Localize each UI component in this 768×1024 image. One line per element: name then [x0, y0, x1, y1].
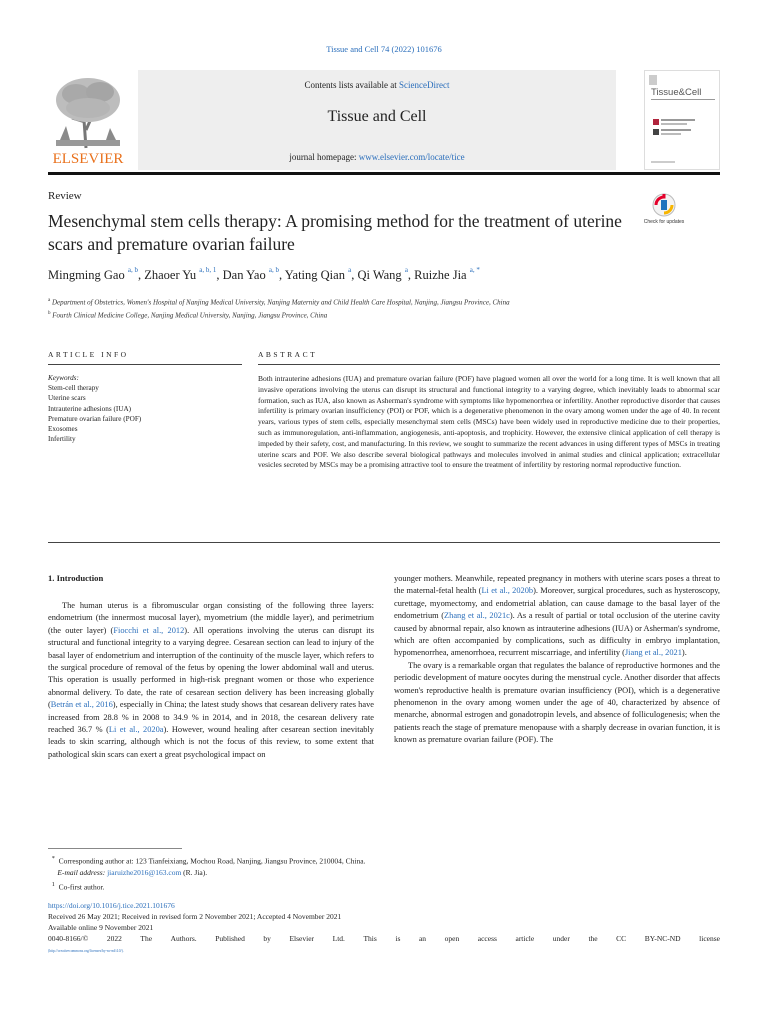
footnote-corresponding: * Corresponding author at: 123 Tianfeixiang, Mochou Road, Nanjing, Jiangsu Province, 210004, China. [51, 855, 366, 866]
abstract-bottom-rule [48, 542, 720, 543]
paragraph: The human uterus is a fibromuscular organ consisting of the following three layers: endometrium (the innermost mucosal layer), myometrium (the middle layer), and perimetrium (the outer layer) (Fiocchi et al., 2012). All operations involving the uterus can disrupt its structural and functional integrity to a varying degree. Cesarean section can lead to injury of the basal layer of endometrium and interruption of the continuity of the muscle layer, which refers to the surgical procedure of removal of the fetus by opening the lower abdominal wall and uterus. This operation is usually performed in high-risk pregnant women or those who experience abnormal delivery. To date, the rate of cesarean section delivery has been increasing globally (Betrán et al., 2016), especially in China; the latest study shows that cesarean delivery rates have increased from 28.8 % in 2008 to 34.9 % in 2014, and in 2018, the cesarean delivery rate reached 36.7 % (Li et al., 2020a). However, wound healing after cesarean section inevitably leads to skin scarring, although which is not the focus of this review, to some extent that pathological skin scars can exert a great psychological impact on [48, 601, 374, 759]
author[interactable]: Ruizhe Jia $^{a, *}$ [414, 266, 480, 282]
keyword: Exosomes [48, 425, 78, 434]
elsevier-tree-icon [48, 70, 128, 170]
author[interactable]: Yating Qian $^a$ [284, 266, 352, 282]
masthead-rule [48, 172, 720, 175]
cover-title: Tissue&Cell [651, 87, 702, 98]
sciencedirect-link[interactable]: ScienceDirect [399, 80, 450, 90]
author[interactable]: Zhaoer Yu $^{a, b, 1}$ [144, 266, 217, 282]
journal-cover-thumbnail[interactable] [644, 70, 720, 170]
journal-name: Tissue and Cell [327, 108, 427, 125]
article-type: Review [48, 190, 82, 202]
elsevier-logo[interactable] [48, 70, 128, 170]
publication-info [48, 900, 720, 957]
body-column-right [394, 573, 720, 747]
check-updates-icon [643, 192, 685, 230]
check-updates-label: Check for updates [643, 219, 685, 225]
elsevier-wordmark: ELSEVIER [52, 151, 124, 167]
contents-line [138, 80, 616, 90]
check-for-updates-badge[interactable] [643, 192, 685, 230]
abstract-heading: ABSTRACT [258, 350, 318, 359]
journal-reference[interactable]: Tissue and Cell 74 (2022) 101676 [326, 44, 442, 54]
author-list: Mingming Gao $^{a, b}$, Zhaoer Yu $^{a, b, 1}$, Dan Yao $^{a, b}$, Yating Qian $^a$, Qi Wang $^a$, Ruizhe Jia $^{a, *}$ [48, 266, 480, 282]
author[interactable]: Qi Wang $^a$ [357, 266, 408, 282]
article-info-heading: ARTICLE INFO [48, 350, 129, 359]
homepage-link[interactable]: www.elsevier.com/locate/tice [358, 152, 465, 162]
homepage-line [138, 152, 616, 162]
footnote-rule [48, 848, 182, 849]
citation-link[interactable]: Li et al., 2020b [481, 586, 534, 596]
cover-image-icon [645, 71, 721, 171]
keywords-label: Keywords: [48, 374, 79, 382]
article-title: Mesenchymal stem cells therapy: A promising method for the treatment of uterine scars and premature ovarian failure [48, 211, 622, 254]
journal-header-box [138, 70, 616, 170]
abstract-rule [258, 364, 720, 365]
license-url-link[interactable]: (http://creativecommons.org/licenses/by-nc-nd/4.0/). [48, 949, 124, 953]
keyword: Stem-cell therapy [48, 384, 99, 393]
affiliation-a: $^a$ Department of Obstetrics, Women's Hospital of Nanjing Medical University, Nanjing Maternity and Child Health Care Hospital, Nanjing, Jiangsu Province, China [48, 298, 510, 307]
received-dates: Received 26 May 2021; Received in revised form 2 November 2021; Accepted 4 November 2021 [48, 912, 342, 921]
keyword: Uterine scars [48, 394, 86, 403]
paragraph: The ovary is a remarkable organ that regulates the balance of reproductive hormones and the periodic development of mature oocytes during the menstrual cycle. Another disorder that affects women's reproductive health is premature ovarian insufficiency (POI), which is a degenerative phenomenon in the ovary among women under the age of 40, characterized by absence of menarche, abnormal estrogen and gonadotropin levels, and absence of folliculogenesis; when the patients reach the stage of premature menopause with a sharply decrease in ovarian function, it is known as premature ovarian failure (POF). The [394, 660, 720, 745]
available-online: Available online 9 November 2021 [48, 923, 154, 932]
citation-link[interactable]: Jiang et al., 2021 [624, 648, 682, 658]
footnote-cofirst: $^1$ Co-first author. [51, 880, 105, 891]
doi-link[interactable]: https://doi.org/10.1016/j.tice.2021.101676 [48, 901, 175, 910]
author[interactable]: Mingming Gao $^{a, b}$ [48, 266, 138, 282]
citation-link[interactable]: Fiocchi et al., 2012 [113, 625, 185, 635]
paragraph: younger mothers. Meanwhile, repeated pregnancy in mothers with uterine scars poses a threat to the maternal-fetal health (Li et al., 2020b). Moreover, surgical procedures, such as hysteroscopy, curettage, myomectomy, and endometrial ablation, can cause damage to the basal layer of the endometrium (Zhang et al., 2021c). As a result of partial or total occlusion of the uterine cavity caused by abnormal repair, also known as intrauterine adhesions (IUA) or Asherman's syndrome, which are often accompanied by complications, such as difficulty in embryo implantation, hypomenorrhea, amenorrhoea, recurrent miscarriage, and infertility (Jiang et al., 2021). [394, 574, 720, 658]
license-statement: 0040-8166/© 2022 The Authors. Published by Elsevier Ltd. This is an open access article under the CC BY-NC-ND license [48, 934, 720, 943]
article-info-rule [48, 364, 242, 365]
keyword: Infertility [48, 435, 76, 444]
citation-link[interactable]: Zhang et al., 2021c [444, 611, 510, 621]
footnotes [48, 853, 720, 893]
body-column-left [48, 600, 374, 761]
affiliation-b: $^b$ Fourth Clinical Medicine College, Nanjing Medical University, Nanjing, Jiangsu Province, China [48, 311, 328, 320]
footnote-email: E-mail address: jiaruizhe2016@163.com (R. Jia). [57, 868, 208, 877]
email-link[interactable]: jiaruizhe2016@163.com [107, 868, 182, 877]
homepage-prefix: journal homepage: [289, 152, 359, 162]
section-title-introduction: 1. Introduction [48, 573, 104, 583]
affiliations [48, 295, 510, 322]
author[interactable]: Dan Yao $^{a, b}$ [222, 266, 279, 282]
contents-prefix: Contents lists available at [304, 80, 399, 90]
keyword: Intrauterine adhesions (IUA) [48, 404, 132, 413]
citation-link[interactable]: Li et al., 2020a [108, 725, 164, 735]
journal-masthead [48, 70, 720, 170]
keywords-block [48, 373, 242, 444]
abstract-text: Both intrauterine adhesions (IUA) and premature ovarian failure (POF) have plagued women all over the world for a long time. It is well known that all invasive operations involving the uterus can disrupt its structural and functional integrity to a varying degree, which inevitably leads to abnormal scar formation, such as IUA, also known as Asherman's syndrome with symptoms like hypomenorrhea or infertility. Another reproductive disorder that causes infertility is primary ovarian insufficiency (POI) or POF, which is a degenerative phenomenon in the ovary among women under the age of 40. In recent years, various types of stem cells, especially mesenchymal stem cells (MSCs) have been widely used in reproductive medicine due to their properties, such as immunoregulation, anti-inflammation, angiogenesis, anti-apoptosis, and trophicity. However, the extensive clinical application of cell therapy is impeded by their safety, cost, and manufacturing. In this review, we sought to summarize the recent advances in using different types of MSCs in treating uterine scars and POF. We also describe several biological pathways and molecules involved in animal studies and clinical application; extracellular vesicles secreted by MSCs may be a promising attractive tool to ensure the treatment of infertility by restoring normal reproductive function. [258, 374, 720, 470]
keyword: Premature ovarian failure (POF) [48, 414, 142, 423]
citation-link[interactable]: Betrán et al., 2016 [50, 700, 113, 710]
